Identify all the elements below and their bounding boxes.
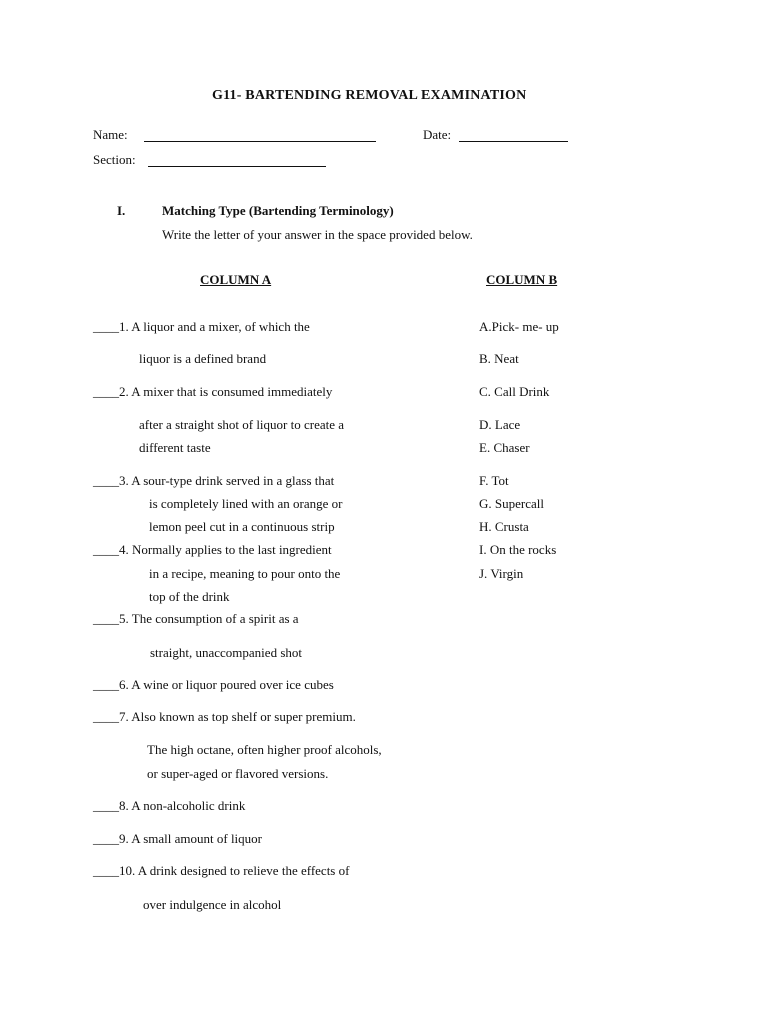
answer-option-j: J. Virgin	[479, 566, 524, 581]
question-2-line-1: ____2. A mixer that is consumed immediately	[93, 384, 333, 399]
question-5-line-1: ____5. The consumption of a spirit as a	[93, 611, 299, 626]
answer-option-a: A.Pick- me- up	[479, 319, 559, 334]
answer-option-c: C. Call Drink	[479, 384, 550, 399]
section-label: Section:	[93, 152, 136, 167]
question-1-line-2: liquor is a defined brand	[139, 351, 267, 366]
question-1-line-1: ____1. A liquor and a mixer, of which the	[93, 319, 310, 334]
question-2-line-2: after a straight shot of liquor to create a	[139, 417, 345, 432]
answer-option-b: B. Neat	[479, 351, 519, 366]
part-instruction: Write the letter of your answer in the space provided below.	[162, 227, 473, 242]
exam-title: G11- BARTENDING REMOVAL EXAMINATION	[212, 88, 527, 103]
question-7-line-2: The high octane, often higher proof alcohols,	[147, 742, 382, 757]
question-7-line-3: or super-aged or flavored versions.	[147, 766, 329, 781]
answer-option-e: E. Chaser	[479, 440, 530, 455]
question-2-line-3: different taste	[139, 440, 211, 455]
question-9-line-1: ____9. A small amount of liquor	[93, 831, 262, 846]
question-3-line-2: is completely lined with an orange or	[149, 496, 343, 511]
part-heading: Matching Type (Bartending Terminology)	[162, 203, 394, 218]
date-label: Date:	[423, 127, 452, 142]
question-8-line-1: ____8. A non-alcoholic drink	[93, 798, 246, 813]
section-field[interactable]	[148, 155, 326, 167]
part-numeral: I.	[117, 203, 126, 218]
question-4-line-1: ____4. Normally applies to the last ingredient	[93, 542, 332, 557]
question-4-line-2: in a recipe, meaning to pour onto the	[149, 566, 341, 581]
question-3-line-3: lemon peel cut in a continuous strip	[149, 519, 335, 534]
answer-option-f: F. Tot	[479, 473, 509, 488]
answer-option-i: I. On the rocks	[479, 542, 557, 557]
question-6-line-1: ____6. A wine or liquor poured over ice cubes	[93, 677, 334, 692]
question-4-line-3: top of the drink	[149, 589, 230, 604]
question-5-line-2: straight, unaccompanied shot	[150, 645, 302, 660]
answer-option-d: D. Lace	[479, 417, 521, 432]
name-field[interactable]	[144, 130, 376, 142]
answer-option-h: H. Crusta	[479, 519, 529, 534]
question-7-line-1: ____7. Also known as top shelf or super premium.	[93, 709, 356, 724]
answer-option-g: G. Supercall	[479, 496, 544, 511]
column-b-header: COLUMN B	[486, 272, 558, 287]
question-10-line-2: over indulgence in alcohol	[143, 897, 282, 912]
name-label: Name:	[93, 127, 128, 142]
question-3-line-1: ____3. A sour-type drink served in a glass that	[93, 473, 335, 488]
date-field[interactable]	[459, 130, 568, 142]
column-a-header: COLUMN A	[200, 272, 272, 287]
question-10-line-1: ____10. A drink designed to relieve the effects of	[93, 863, 350, 878]
